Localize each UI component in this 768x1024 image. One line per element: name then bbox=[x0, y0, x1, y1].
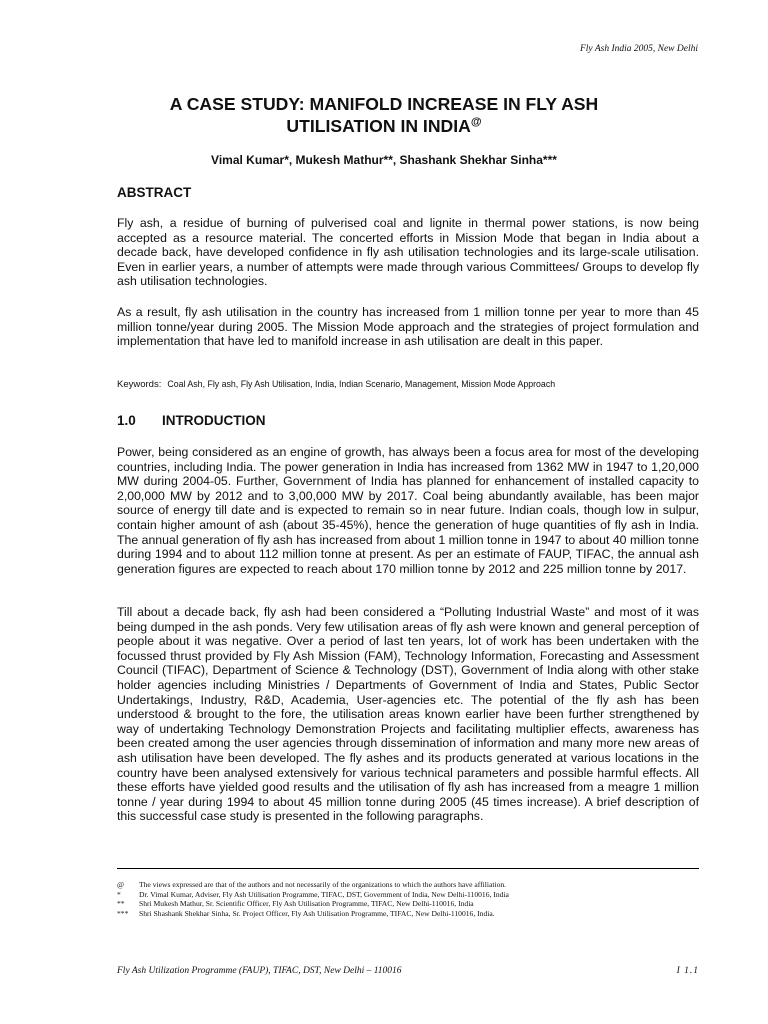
title-footnote-mark: @ bbox=[470, 116, 482, 128]
abstract-paragraph-1: Fly ash, a residue of burning of pulverised coal and lignite in thermal power stations, is now being accepted as a resource material. The concerted efforts in Mission Mode that began in India about a decade back, have developed confidence in fly ash utilisation technologies and its large-scale utilisation. Even in earlier years, a number of attempts were made through various Committees/ Groups to develop fly ash utilisation technologies. bbox=[117, 216, 699, 289]
footnote-text: Shri Shashank Shekhar Sinha, Sr. Project Officer, Fly Ash Utilisation Programme, TIFAC, New Delhi-110016, India. bbox=[139, 908, 495, 918]
footnote bbox=[117, 880, 717, 890]
title-line-2 bbox=[117, 115, 651, 137]
keywords bbox=[117, 379, 717, 390]
introduction-heading bbox=[117, 413, 266, 428]
footnote-text: Shri Mukesh Mathur, Sr. Scientific Officer, Fly Ash Utilisation Programme, TIFAC, New Delhi-110016, India bbox=[139, 899, 474, 909]
running-head: Fly Ash India 2005, New Delhi bbox=[579, 44, 698, 54]
footnote bbox=[117, 909, 717, 919]
footnotes bbox=[117, 880, 717, 918]
introduction-paragraph-1: Power, being considered as an engine of growth, has always been a focus area for most of the developing countries, including India. The power generation in India has increased from 1362 MW in 1947 to 1,20,000 MW during 2004-05. Further, Government of India has planned for enhancement of installed capacity to 2,00,000 MW by 2012 and to 3,00,000 MW by 2017. Coal being abundantly available, has been major source of energy till date and is expected to remain so in near future. Indian coals, though low in sulpur, contain higher amount of ash (about 35-45%), hence the generation of huge quantities of fly ash in India. The annual generation of fly ash has increased from about 1 million tonne in 1947 to about 40 million tonne during 1994 and to about 112 million tonne at present. As per an estimate of FAUP, TIFAC, the annual ash generation figures are expected to reach about 170 million tonne by 2012 and 225 million tonne by 2017. bbox=[117, 445, 699, 576]
section-title: INTRODUCTION bbox=[162, 413, 266, 428]
abstract-paragraph-2: As a result, fly ash utilisation in the country has increased from 1 million tonne per year to more than 45 million tonne/year during 2005. The Mission Mode approach and the strategies of project formulation and implementation that have led to manifold increase in ash utilisation are dealt in this paper. bbox=[117, 305, 699, 349]
footnote-mark: * bbox=[117, 889, 121, 899]
page-footer-left: Fly Ash Utilization Programme (FAUP), TIFAC, DST, New Delhi – 110016 bbox=[117, 966, 402, 976]
footnote bbox=[117, 890, 717, 900]
title-line-2-text: UTILISATION IN INDIA bbox=[286, 116, 471, 136]
footnote bbox=[117, 899, 717, 909]
page-number: I 1.1 bbox=[676, 966, 699, 976]
abstract-heading: ABSTRACT bbox=[117, 185, 192, 200]
footnote-mark: ** bbox=[117, 899, 125, 909]
keywords-text: Coal Ash, Fly ash, Fly Ash Utilisation, India, Indian Scenario, Management, Mission Mode Approach bbox=[167, 379, 556, 389]
keywords-label: Keywords: bbox=[117, 379, 162, 390]
footnote-mark: *** bbox=[117, 908, 129, 918]
section-number: 1.0 bbox=[117, 413, 136, 428]
footnote-text: Dr. Vimal Kumar, Adviser, Fly Ash Utilisation Programme, TIFAC, DST, Government of India, New Delhi-110016, India bbox=[139, 889, 509, 899]
footnote-mark: @ bbox=[117, 880, 124, 889]
title-line-1: A CASE STUDY: MANIFOLD INCREASE IN FLY ASH bbox=[169, 94, 599, 114]
paper-title bbox=[117, 93, 651, 137]
introduction-paragraph-2: Till about a decade back, fly ash had been considered a “Polluting Industrial Waste” and most of it was being dumped in the ash ponds. Very few utilisation areas of fly ash were known and general perception of people about it was negative. Over a period of last ten years, lot of work has been undertaken with the focussed thrust provided by Fly Ash Mission (FAM), Technology Information, Forecasting and Assessment Council (TIFAC), Department of Science & Technology (DST), Government of India along with other stake holder agencies including Ministries / Departments of Government of India and States, Public Sector Undertakings, Industry, R&D, Academia, User-agencies etc. The potential of the fly ash has been understood & brought to the fore, the utilisation areas known earlier have been further strengthened by way of undertaking Technology Demonstration Projects and facilitating multiplier effects, awareness has been created among the user agencies through dissemination of information and many more new areas of ash utilisation have been developed. The fly ashes and its products generated at various locations in the country have been analysed extensively for various technical parameters and possible harmful effects. All these efforts have yielded good results and the utilisation of fly ash has increased from a meagre 1 million tonne / year during 1994 to about 45 million tonne during 2005 (45 times increase). A brief description of this successful case study is presented in the following paragraphs. bbox=[117, 605, 699, 824]
footnote-text: The views expressed are that of the authors and not necessarily of the organizations to which the authors have affiliation. bbox=[139, 880, 507, 889]
authors: Vimal Kumar*, Mukesh Mathur**, Shashank Shekhar Sinha*** bbox=[211, 153, 557, 167]
footnote-rule bbox=[117, 868, 699, 869]
